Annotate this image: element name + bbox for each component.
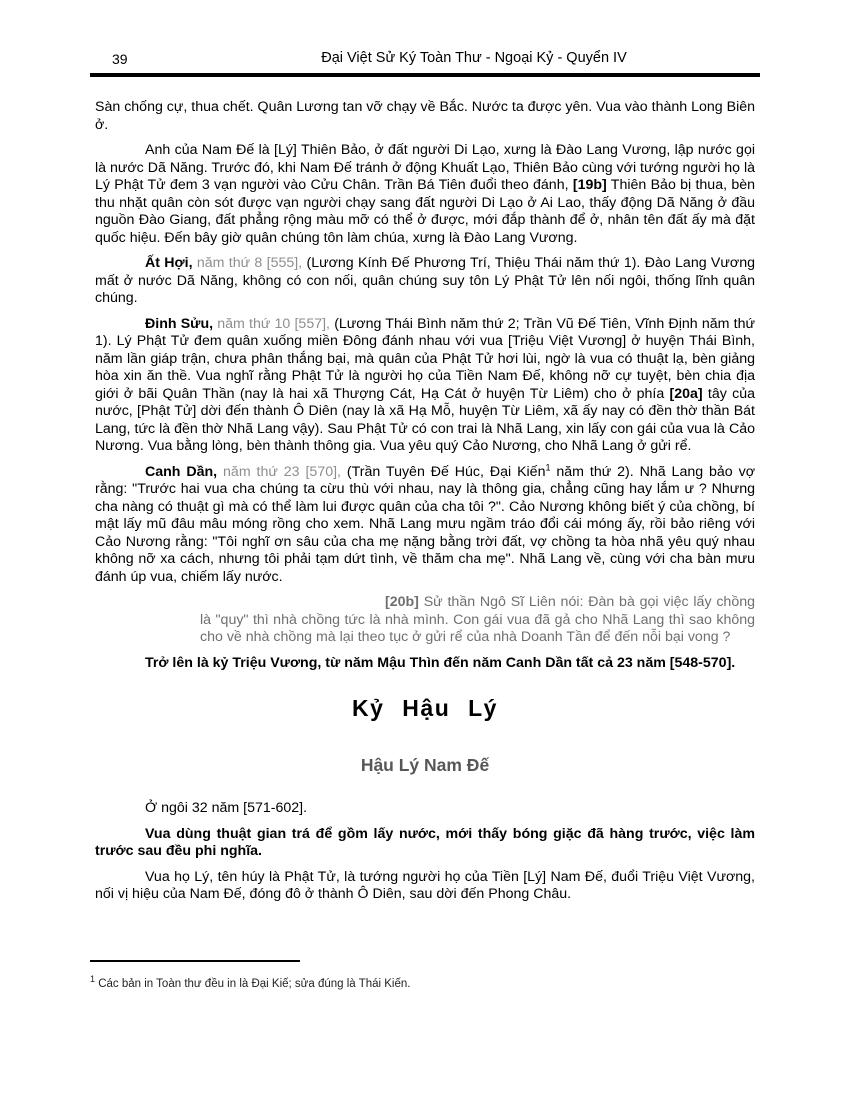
comment-text: Sử thần Ngô Sĩ Liên nói: Đàn bà gọi việc lấy chồng là "quy" thì nhà chồng tức là nhà mình. Con gái vua đã gả cho Nhã Lang thì sao không cho về nhà chồng mà lại theo tục ở gửi rể của nhà Doanh Tần để đến nỗi bại vong ? bbox=[200, 594, 755, 645]
header-title: Đại Việt Sử Ký Toàn Thư - Ngoại Kỷ - Quyển IV bbox=[321, 50, 627, 66]
year-count: năm thứ 8 [555], bbox=[196, 255, 303, 271]
footnote-rule bbox=[90, 960, 300, 962]
year-name: Ất Hợi, bbox=[145, 255, 193, 271]
paragraph-at-hoi bbox=[95, 255, 755, 308]
header-rule bbox=[90, 73, 760, 77]
paragraph-bio: Vua họ Lý, tên húy là Phật Tử, là tướng người họ của Tiền [Lý] Nam Đế, đuổi Triệu Việt Vương, nối vị hiệu của Nam Đế, đóng đô ở thành Ô Diên, sau dời đến Phong Châu. bbox=[95, 868, 755, 902]
paragraph-text: Thiên Bảo bị thua, bèn thu nhặt quân còn sót được vạn người chạy sang đất người Di Lạo ở Ai Lao, thấy động Dã Năng ở đầu nguồn Đào Giang, đất phẳng rộng màu mỡ có thể ở được, mới đắp thành để ở, nhân tên đất ấy mà đặt quốc hiệu. Đến bây giờ quân chúng tôn làm chúa, xưng là Đào Lang Vương. bbox=[95, 177, 755, 246]
paragraph-thien-bao bbox=[95, 142, 755, 247]
year-name: Đinh Sửu, bbox=[145, 315, 214, 332]
year-count: năm thứ 10 [557], bbox=[217, 315, 330, 332]
footnote-area bbox=[90, 960, 760, 991]
page-content bbox=[95, 99, 755, 912]
paragraph-text: năm thứ 2). Nhã Lang bảo vợ rằng: "Trước hai vua cha chúng ta cừu thù với nhau, nay là thông gia, chẳng cũng hay lắm ư ? Nhưng cha nàng có thuật gì mà có thể làm lui được quân của cha tôi ?". Cảo Nương không biết ý của chồng, bí mật lấy mũ đâu mâu móng rồng cho xem. Nhã Lang mưu ngầm tráo đổi cái móng ấy, rồi bảo riêng với Cảo Nương rằng: "Tôi nghĩ ơn sâu của cha mẹ nặng bằng trời đất, vợ chồng ta hòa nhã yêu quý nhau không nỡ xa cách, nhưng tôi phải tạm dứt tình, về thăm cha mẹ". Nhã Lang về, cùng với cha bàn mưu đánh úp vua, chiếm lấy nước. bbox=[95, 463, 756, 585]
paragraph-era-summary: Trở lên là kỷ Triệu Vương, từ năm Mậu Thìn đến năm Canh Dần tất cả 23 năm [548-570]. bbox=[145, 654, 736, 671]
footnote-ref-1: 1 bbox=[545, 461, 551, 472]
historian-comment bbox=[200, 594, 755, 647]
folio-marker-19b: [19b] bbox=[572, 177, 607, 193]
page-number: 39 bbox=[112, 51, 128, 67]
footnote-text: Các bản in Toàn thư đều in là Đại Kiế; sửa đúng là Thái Kiến. bbox=[98, 978, 411, 990]
paragraph-canh-dan bbox=[95, 461, 756, 587]
paragraph-judgement: Vua dùng thuật gian trá để gồm lấy nước, mới thấy bóng giặc đã hàng trước, việc làm trước sau đều phi nghĩa. bbox=[95, 825, 755, 859]
paragraph-continuation: Sàn chống cự, thua chết. Quân Lương tan vỡ chạy về Bắc. Nước ta được yên. Vua vào thành Long Biên ở. bbox=[95, 99, 755, 133]
section-heading: Kỷ Hậu Lý bbox=[352, 695, 498, 721]
year-name: Canh Dần, bbox=[145, 463, 218, 480]
paragraph-text: (Trần Tuyên Đế Húc, Đại Kiến bbox=[346, 463, 546, 480]
page-header bbox=[0, 50, 850, 70]
paragraph-text: (Lương Thái Bình năm thứ 2; Trần Vũ Đế Tiên, Vĩnh Định năm thứ 1). Lý Phật Tử đem quân xuống miền Đông đánh nhau với vua [Triệu Việt Vương] ở huyện Thái Bình, năm lần giáp trận, chưa phân thắng bại, mà quân của Phật Tử hơi lùi, ngờ là vua có thuật lạ, bèn giảng hòa xin ăn thề. Vua nghĩ rằng Phật Tử là người họ của Tiền Nam Đế, không nỡ cự tuyệt, bèn chia địa giới ở bãi Quân Thần (nay là hai xã Thượng Cát, Hạ Cát ở huyện Từ Liêm) cho ở phía bbox=[95, 315, 755, 402]
year-count: năm thứ 23 [570], bbox=[223, 463, 341, 480]
folio-marker-20b: [20b] bbox=[385, 594, 419, 610]
footnote-number: 1 bbox=[90, 974, 96, 985]
folio-marker-20a: [20a] bbox=[669, 385, 703, 402]
paragraph-dinh-suu bbox=[95, 316, 755, 456]
footnote bbox=[90, 974, 760, 991]
paragraph-reign: Ở ngôi 32 năm [571-602]. bbox=[145, 800, 308, 816]
paragraph-text: Anh của Nam Đế là [Lý] Thiên Bảo, ở đất người Di Lạo, xưng là Đào Lang Vương, lập nước gọi là nước Dã Năng. Trước đó, khi Nam Đế tránh ở động Khuất Lạo, Thiên Bảo cùng với tướng người họ là Lý Phật Tử đem 3 vạn người vào Cửu Chân. Trần Bá Tiên đuổi theo đánh, bbox=[95, 142, 755, 193]
paragraph-text: tây của nước, [Phật Tử] dời đến thành Ô Diên (nay là xã Hạ Mỗ, huyện Từ Liêm, xã ấy nay có đền thờ thần Bát Lang, tức là đền thờ Nhã Lang vậy). Sau Phật Tử có con trai là Nhã Lang, xin lấy con gái của vua là Cảo Nương. Vua bằng lòng, bèn thành thông gia. Vua yêu quý Cảo Nương, cho Nhã Lang ở gửi rể. bbox=[95, 385, 755, 454]
section-subheading: Hậu Lý Nam Đế bbox=[360, 755, 490, 775]
paragraph-text: (Lương Kính Đế Phương Trí, Thiệu Thái năm thứ 1). Đào Lang Vương mất ở nước Dã Năng, không có con nối, quân chúng suy tôn Lý Phật Tử lên nối ngôi, thống lĩnh quân chúng. bbox=[95, 255, 755, 306]
